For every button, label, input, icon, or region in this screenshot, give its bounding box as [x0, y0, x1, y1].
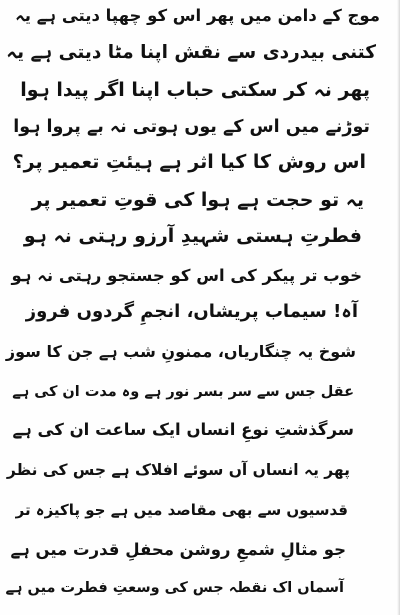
verse-line: جو مثالِ شمعِ روشن محفلِ قدرت میں ہے [10, 540, 346, 559]
verse-line: خوب تر پیکر کی اس کو جستجو رہتی نہ ہو [11, 266, 362, 285]
verse-line: کتنی بیدردی سے نقش اپنا مٹا دیتی ہے یہ [6, 42, 376, 63]
verse-line: آسماں اک نقطہ جس کی وسعتِ فطرت میں ہے [5, 580, 344, 596]
verse-line: آہ! سیماب پریشاں، انجمِ گردوں فروز [25, 301, 358, 322]
verse-line: قدسیوں سے بھی مقاصد میں ہے جو پاکیزہ تر [15, 501, 348, 519]
verse-line: پھر یہ انساں آں سوئے افلاک ہے جس کی نظر [6, 461, 350, 479]
verse-line: یہ تو حجت ہے ہوا کی قوتِ تعمیر پر [31, 189, 364, 211]
verse-line: موج کے دامن میں پھر اس کو چھپا دیتی ہے یہ [15, 6, 380, 25]
verse-line: توڑنے میں اس کے یوں ہوتی نہ بے پروا ہوا [13, 117, 370, 137]
verse-line: پھر نہ کر سکتی حباب اپنا اگر پیدا ہوا [20, 79, 370, 101]
verse-line: عقل جس سے سر بسر نور ہے وہ مدت ان کی ہے [12, 384, 354, 400]
verse-line: شوخ یہ چنگاریاں، ممنونِ شب ہے جن کا سوز [5, 342, 356, 361]
verse-line: سرگذشتِ نوعِ انساں ایک ساعت ان کی ہے [12, 420, 354, 439]
verse-line: فطرتِ ہستی شہیدِ آرزو رہتی نہ ہو [23, 225, 362, 247]
verse-line: اس روش کا کیا اثر ہے ہیئتِ تعمیر پر؟ [12, 151, 366, 173]
